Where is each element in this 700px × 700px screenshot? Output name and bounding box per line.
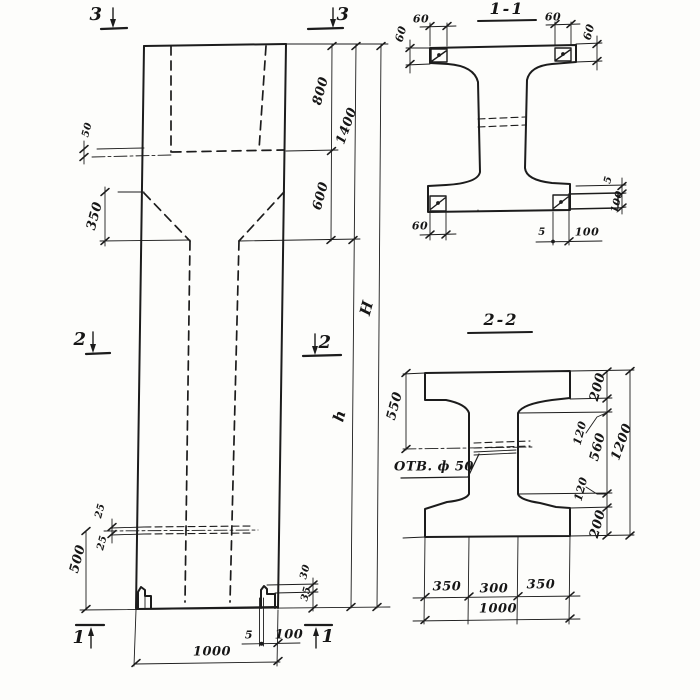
dim-1400-label: 1400	[333, 105, 361, 147]
section22-title-underline	[468, 332, 532, 333]
hole-callout-label: ОТВ. ф 50	[394, 459, 474, 475]
dim-600-label: 600	[310, 180, 332, 212]
dim-5-bottom-label: 5	[538, 227, 546, 238]
dim-500-label: 500	[67, 543, 89, 575]
dim-560-label: 560	[587, 431, 609, 463]
dim-120-top-label: 120	[570, 419, 590, 447]
dim-60-top-right-label: 60	[544, 10, 562, 24]
dim-100-strip-label: 100	[609, 189, 626, 215]
section-mark-2-right: 2	[318, 332, 332, 353]
dim-200-top-label: 200	[587, 371, 609, 403]
section11-plates	[430, 48, 618, 211]
elevation-outline	[136, 44, 286, 609]
section-mark-3-right: 3	[336, 4, 350, 25]
dim-30-label: 30	[298, 563, 313, 581]
section22-hole-solid	[474, 450, 516, 455]
dim-1200-label: 1200	[608, 421, 636, 463]
section11-title-underline	[478, 20, 536, 21]
dim-5-strip-label: 5	[602, 174, 615, 185]
dim-100-bottom-label: 100	[574, 225, 600, 239]
dim-1000-bottom-label: 1000	[478, 601, 518, 617]
dim-h-label: h	[329, 408, 350, 424]
dim-5-base-label: 5	[244, 628, 254, 642]
dim-550-label: 550	[384, 390, 406, 422]
section11-hole	[478, 117, 525, 127]
section-cut-marks	[76, 4, 343, 648]
section11-outline	[428, 45, 576, 212]
section-mark-3-left: 3	[89, 4, 103, 25]
dim-350-right-label: 350	[526, 577, 556, 593]
section11-title: 1-1	[489, 0, 525, 18]
dim-60-flange-left-label: 60	[392, 24, 410, 44]
dim-25-lower-label: 25	[95, 534, 110, 552]
dim-200-bottom-label: 200	[587, 508, 609, 540]
dim-H-label: H	[355, 298, 378, 318]
section-mark-2-left: 2	[73, 329, 87, 350]
dim-100-base-label: 100	[274, 627, 304, 643]
elevation-hidden-lines	[144, 46, 284, 602]
dim-120-bottom-label: 120	[571, 475, 591, 503]
section-mark-1-right: 1	[321, 626, 335, 647]
dim-50-label: 50	[80, 121, 95, 139]
dim-35-label: 35	[299, 585, 314, 603]
dim-800-label: 800	[310, 75, 332, 107]
dim-1000-base-label: 1000	[192, 644, 232, 660]
dim-300-label: 300	[479, 581, 509, 597]
dim-350-label: 350	[84, 200, 106, 232]
dim-350-left-label: 350	[432, 579, 462, 595]
section22-title: 2-2	[483, 310, 519, 329]
dim-25-upper-label: 25	[93, 502, 108, 520]
dim-60-flange-right-label: 60	[580, 22, 598, 42]
section22-centerline	[403, 447, 532, 449]
dim-60-bottom-left-label: 60	[411, 219, 429, 233]
section-mark-1-left: 1	[72, 627, 86, 648]
dim-60-top-left-label: 60	[412, 12, 430, 26]
